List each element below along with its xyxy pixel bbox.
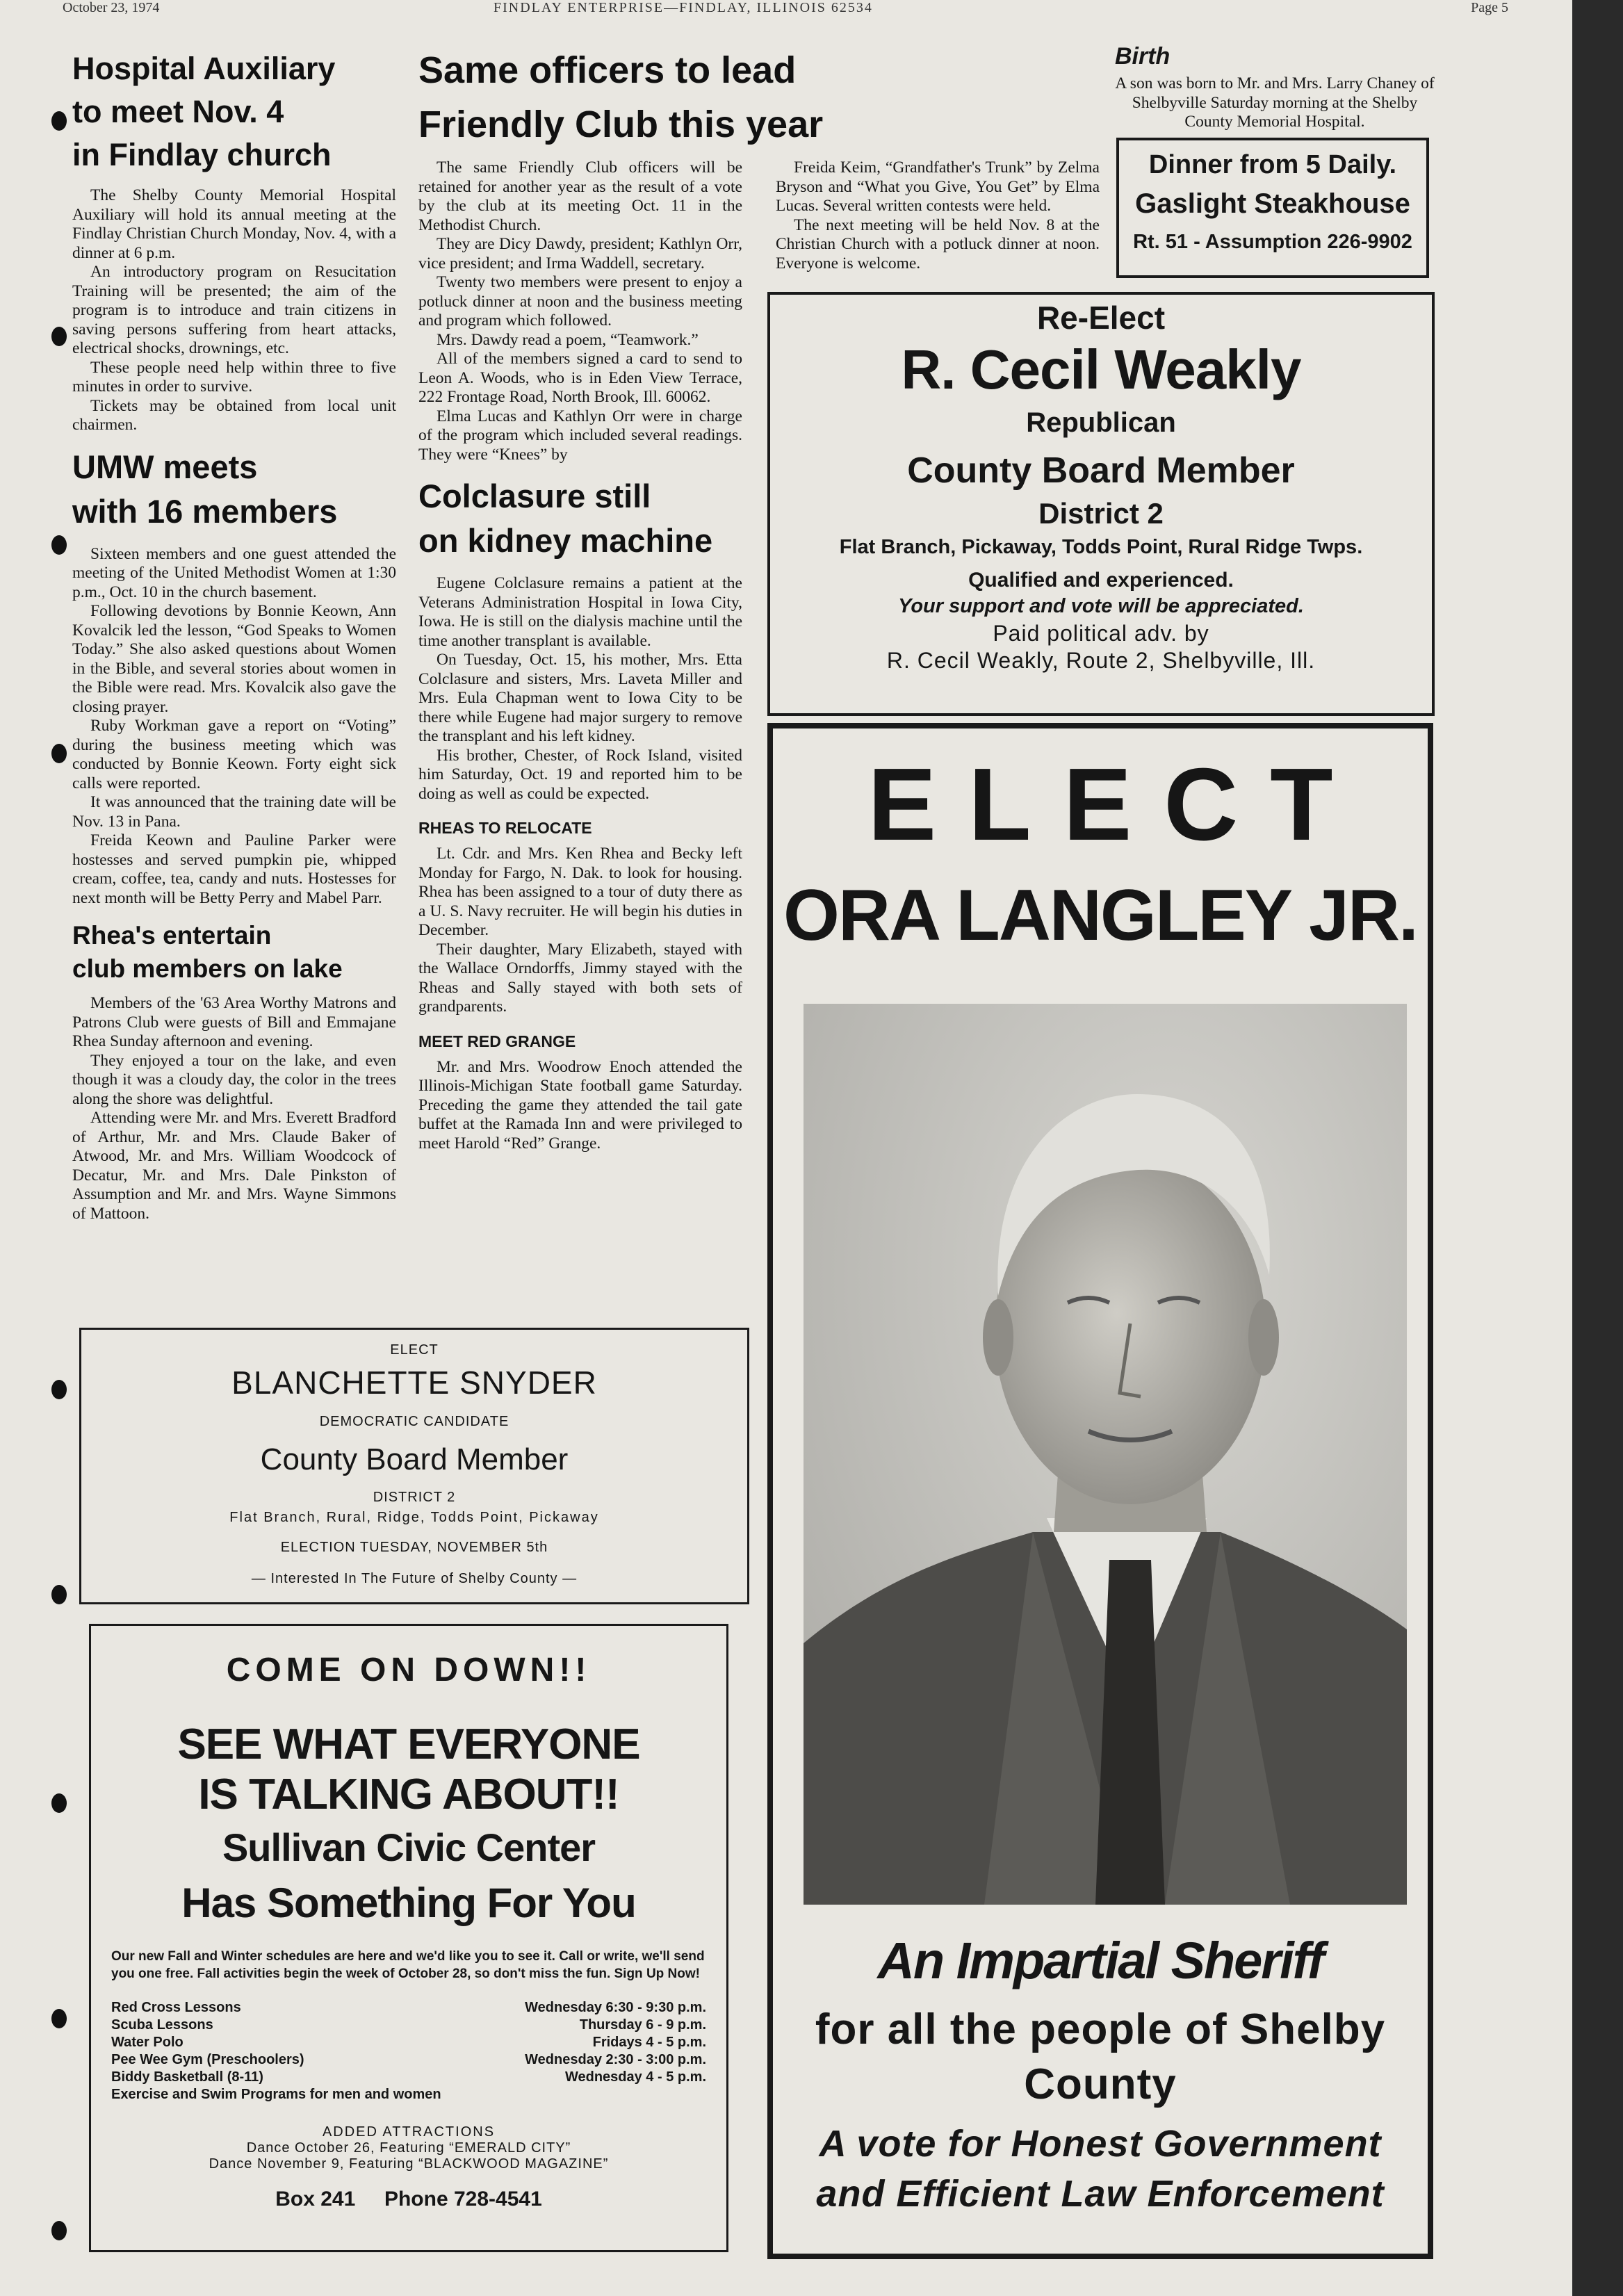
schedule-row: Exercise and Swim Programs for men and women <box>111 2087 441 2102</box>
schedule-row: Biddy Basketball (8-11) Wednesday 4 - 5 p.m. <box>111 2069 706 2085</box>
binder-hole <box>51 1585 67 1604</box>
article-body: Sixteen members and one guest attended the meeting of the United Methodist Women at 1:30 p.m., Oct. 10 in the church basement. Following devotions by Bonnie Keown, Ann Kovalcik led the lesson, “God Speaks to Women Today.” She also asked questions about Women in the Bible, and several stories about women in the Bible were read. Mrs. Kovalcik also gave the closing prayer. Ruby Workman gave a report on “Voting” during the business meeting which was conducted by Bonnie Keown. Forty eight sick calls were reported. It was announced that the training date will be Nov. 13 in Pana. Freida Keown and Pauline Parker were hostesses and served pumpkin pie, whipped cream, coffee, tea, candy and nuts. Hostesses for next month will be Betty Perry and Mabel Parr. <box>72 544 396 907</box>
binder-hole <box>51 2009 67 2028</box>
article-body: A son was born to Mr. and Mrs. Larry Chaney of Shelbyville Saturday morning at the Shelby County Memorial Hospital. <box>1115 74 1435 131</box>
column-left <box>72 47 396 1223</box>
ad-ora-langley: ELECT ORA LANGLEY JR. An Impartial Sheriff for all the people of Shelby County A vote for Honest Government and Efficient Law Enforcement <box>767 723 1433 2259</box>
binder-hole <box>51 111 67 131</box>
headline: Birth <box>1115 43 1171 70</box>
subhead-rheas-relocate: RHEAS TO RELOCATE <box>418 819 592 837</box>
masthead <box>63 0 1508 17</box>
ad-cecil-weakly: Re-Elect R. Cecil Weakly Republican County Board Member District 2 Flat Branch, Pickaway, Todds Point, Rural Ridge Twps. Qualified and experienced. Your support and vote will be appreciated. Paid political adv. by R. Cecil Weakly, Route 2, Shelbyville, Ill. <box>767 292 1435 716</box>
headline-colclasure: Colclasure still on kidney machine <box>418 478 713 559</box>
candidate-photo <box>804 1004 1407 1905</box>
ad-gaslight-steakhouse: Dinner from 5 Daily. Gaslight Steakhouse Rt. 51 - Assumption 226-9902 <box>1116 138 1429 278</box>
binder-hole <box>51 744 67 763</box>
schedule-row: Water Polo Fridays 4 - 5 p.m. <box>111 2035 706 2050</box>
page-edge-shadow <box>1572 0 1623 2296</box>
article-rheas-club <box>72 919 396 1223</box>
ad-blanchette-snyder: ELECT BLANCHETTE SNYDER DEMOCRATIC CANDIDATE County Board Member DISTRICT 2 Flat Branch, Rural, Ridge, Todds Point, Pickaway ELECTION TUESDAY, NOVEMBER 5th — Interested In The Future of Shelby County — <box>79 1328 749 1604</box>
article-hospital-auxiliary <box>72 47 396 435</box>
schedule-row: Red Cross Lessons Wednesday 6:30 - 9:30 p.m. <box>111 2000 706 2015</box>
headline: UMW meets with 16 members <box>72 448 338 530</box>
headline: Same officers to lead Friendly Club this year <box>418 49 824 145</box>
article-body-right: Freida Keim, “Grandfather's Trunk” by Zelma Bryson and “What you Give, You Get” by Elma Lucas. Several written contests were held. The next meeting will be held Nov. 8 at the Christian Church with a potluck dinner at noon. Everyone is welcome. <box>776 158 1100 272</box>
page-number: Page 5 <box>1471 0 1508 15</box>
paper-title: FINDLAY ENTERPRISE—FINDLAY, ILLINOIS 62534 <box>494 0 873 15</box>
issue-date: October 23, 1974 <box>63 0 160 15</box>
activity-schedule <box>111 1999 706 2103</box>
article-birth <box>1115 43 1435 132</box>
article-body: Members of the '63 Area Worthy Matrons and Patrons Club were guests of Bill and Emmajane Rhea Sunday afternoon and evening. They enjoyed a tour on the lake, and even though it was a cloudy day, the color in the trees along the shore was delightful. Attending were Mr. and Mrs. Everett Bradford of Arthur, Mr. and Mrs. Claude Baker of Atwood, Mr. and Mrs. William Woodcock of Decatur, Mr. and Mrs. Dale Pinkston of Assumption and Mr. and Mrs. Wayne Simmons of Mattoon. <box>72 994 396 1223</box>
headline: Rhea's entertain club members on lake <box>72 921 343 983</box>
article-body-left: The same Friendly Club officers will be retained for another year as the result of a vote by the club at its meeting Oct. 11 in the Methodist Church. They are Dicy Dawdy, president; Kathlyn Orr, vice president; and Irma Waddell, secretary. Twenty two members were present to enjoy a potluck dinner at noon and the business meeting and program which followed. Mrs. Dawdy read a poem, “Teamwork.” All of the members signed a card to send to Leon A. Woods, who is in Eden View Terrace, 222 Frontage Road, North Brook, Ill. 60062. Elma Lucas and Kathlyn Orr were in charge of the program which included several readings. They were “Knees” by Colclasure still on kidney machine Eugene Colclasure remains a patient at the Veterans Administration Hospital in Iowa City, Iowa. He is still on the dialysis machine until the time another transplant is available. On Tuesday, Oct. 15, his mother, Mrs. Etta Colclasure and sisters, Mrs. Laveta Miller and Mrs. Eula Chapman went to Iowa City to be there while Eugene had major surgery to remove the transplant and his left kidney. His brother, Chester, of Rock Island, visited him Saturday, Oct. 19 and reported him to be doing as well as could be expected. RHEAS TO RELOCATE Lt. Cdr. and Mrs. Ken Rhea and Becky left Monday for Fargo, N. Dak. to look for housing. Rhea has been assigned to a tour of duty there as a U. S. Navy recruiter. He will begin his duties in December. Their daughter, Mary Elizabeth, stayed with the Wallace Orndorffs, Jimmy stayed with the Rheas and Sally stayed with both sets of grandparents. MEET RED GRANGE Mr. and Mrs. Woodrow Enoch attended the Illinois-Michigan State football game Saturday. Preceding the game they attended the tail gate buffet at the Ramada Inn and were privileged to meet Harold “Red” Grange. <box>418 158 742 1153</box>
ad-sullivan-civic-center: COME ON DOWN!! SEE WHAT EVERYONE IS TALKING ABOUT!! Sullivan Civic Center Has Something For You Our new Fall and Winter schedules are here and we'd like you to see it. Call or write, we'll send you one free. Fall activities begin the week of October 28, so don't miss the fun. Sign Up Now! Red Cross Lessons Wednesday 6:30 - 9:30 p.m. Scuba Lessons Thursday 6 - 9 p.m. Water Polo Fridays 4 - 5 p.m. Pee Wee Gym (Preschoolers) Wednesday 2:30 - 3:00 p.m. Biddy Basketball (8-11) Wednesday 4 - 5 p.m. Exercise and Swim Programs for men and women ADDED ATTRACTIONS Dance October 26, Featuring “EMERALD CITY” Dance November 9, Featuring “BLACKWOOD MAGAZINE” Box 241 Phone 728-4541 <box>89 1624 728 2252</box>
binder-hole <box>51 327 67 346</box>
headline: Hospital Auxiliary to meet Nov. 4 in Findlay church <box>72 51 336 172</box>
schedule-row: Pee Wee Gym (Preschoolers) Wednesday 2:30 - 3:00 p.m. <box>111 2052 706 2067</box>
binder-hole <box>51 1380 67 1399</box>
subhead-red-grange: MEET RED GRANGE <box>418 1032 576 1050</box>
article-umw <box>72 445 396 909</box>
article-body: The Shelby County Memorial Hospital Auxiliary will hold its annual meeting at the Findlay Christian Church Monday, Nov. 4, with a dinner at 6 p.m. An introductory program on Resucitation Training will be presented; the aim of the program is to introduce and train citizens in saving persons suffering from heart attacks, electrical shocks, drownings, etc. These people need help within three to five minutes in order to survive. Tickets may be obtained from local unit chairmen. <box>72 186 396 434</box>
schedule-row: Scuba Lessons Thursday 6 - 9 p.m. <box>111 2017 706 2033</box>
portrait-image <box>804 1004 1407 1905</box>
binder-hole <box>51 535 67 555</box>
binder-hole <box>51 2221 67 2240</box>
binder-hole <box>51 1793 67 1813</box>
